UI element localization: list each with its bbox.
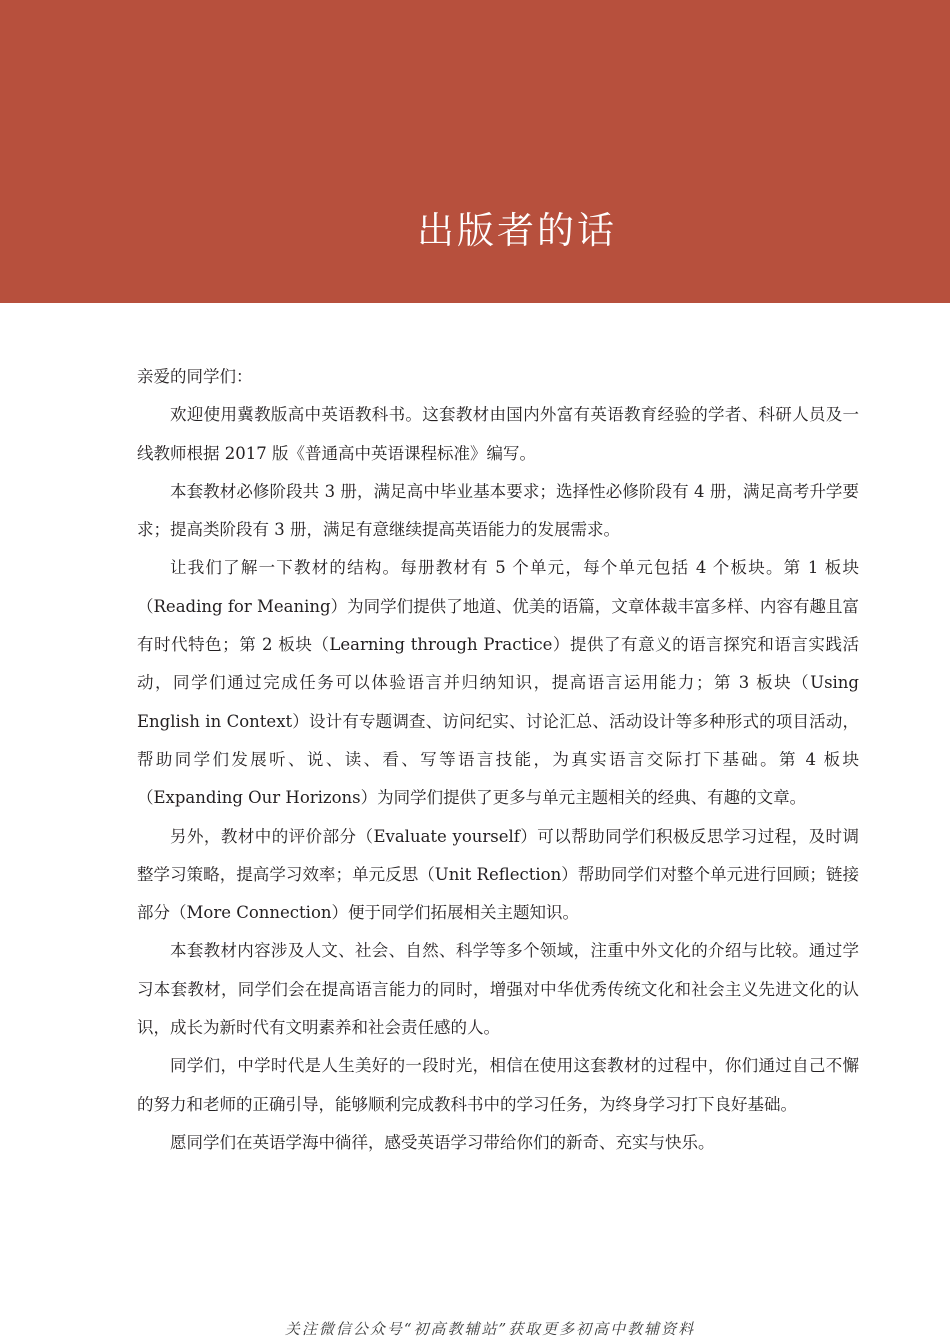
letter-body xyxy=(137,358,859,1162)
salutation: 亲爱的同学们： xyxy=(137,367,253,386)
paragraph-content-scope: 本套教材内容涉及人文、社会、自然、科学等多个领域，注重中外文化的介绍与比较。通过学习本套教材，同学们会在提高语言能力的同时，增强对中华优秀传统文化和社会主义先进文化的认识，成长为新时代有文明素养和社会责任感的人。 xyxy=(137,941,859,1038)
paragraph-volumes: 本套教材必修阶段共 3 册，满足高中毕业基本要求；选择性必修阶段有 4 册，满足高考升学要求；提高类阶段有 3 册，满足有意继续提高英语能力的发展需求。 xyxy=(137,481,859,540)
page-title: 出版者的话 xyxy=(417,209,617,252)
paragraph-structure: 让我们了解一下教材的结构。每册教材有 5 个单元，每个单元包括 4 个板块。第 1 板块（Reading for Meaning）为同学们提供了地道、优美的语篇，文章体裁丰富多样、内容有趣且富有时代特色；第 2 板块（Learning through Practice）提供了有意义的语言探究和语言实践活动，同学们通过完成任务可以体验语言并归纳知识，提高语言运用能力；第 3 板块（Using English in Context）设计有专题调查、访问纪实、讨论汇总、活动设计等多种形式的项目活动，帮助同学们发展听、说、读、看、写等语言技能，为真实语言交际打下基础。第 4 板块（Expanding Our Horizons）为同学们提供了更多与单元主题相关的经典、有趣的文章。 xyxy=(137,558,859,808)
paragraph-closing-wish: 愿同学们在英语学海中徜徉，感受英语学习带给你们的新奇、充实与快乐。 xyxy=(170,1132,715,1152)
title-banner xyxy=(0,0,950,303)
paragraph-welcome: 欢迎使用冀教版高中英语教科书。这套教材由国内外富有英语教育经验的学者、科研人员及一线教师根据 2017 版《普通高中英语课程标准》编写。 xyxy=(137,405,859,463)
footer-note: 关注微信公众号“初高教辅站”获取更多初高中教辅资料 xyxy=(284,1320,696,1338)
paragraph-evaluation: 另外，教材中的评价部分（Evaluate yourself）可以帮助同学们积极反思学习过程，及时调整学习策略，提高学习效率；单元反思（Unit Reflection）帮助同学们对整个单元进行回顾；链接部分（More Connection）便于同学们拓展相关主题知识。 xyxy=(137,826,859,923)
paragraph-encouragement: 同学们，中学时代是人生美好的一段时光，相信在使用这套教材的过程中，你们通过自己不懈的努力和老师的正确引导，能够顺利完成教科书中的学习任务，为终身学习打下良好基础。 xyxy=(137,1056,859,1114)
